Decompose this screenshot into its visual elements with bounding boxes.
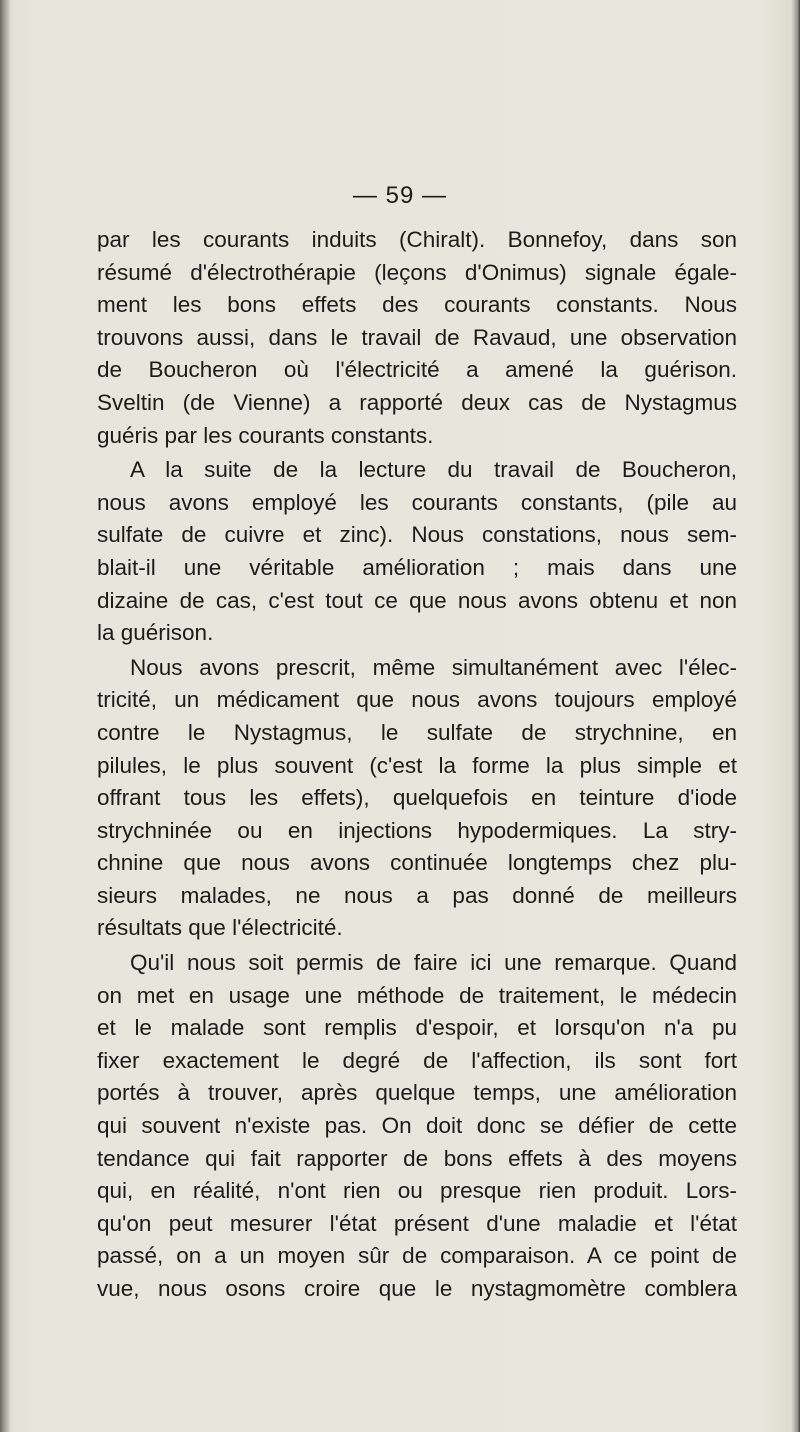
paragraph (97, 454, 737, 650)
text-line: pilules, le plus souvent (c'est la forme la plus simple et (97, 752, 737, 778)
text-line: offrant tous les effets), quelquefois en teinture d'iode (97, 785, 737, 811)
page-binding-shadow (0, 0, 10, 1432)
text-line: portés à trouver, après quelque temps, une amélioration (97, 1080, 737, 1106)
text-line: tendance qui fait rapporter de bons effets à des moyens (97, 1145, 737, 1171)
text-line: qui, en réalité, n'ont rien ou presque rien produit. Lors- (97, 1178, 737, 1204)
text-line: strychninée ou en injections hypodermiques. La stry- (97, 817, 737, 843)
text-line: dizaine de cas, c'est tout ce que nous avons obtenu et non (97, 587, 737, 613)
paragraph (97, 652, 737, 945)
text-line: nous avons employé les courants constants, (pile au (97, 489, 737, 515)
text-line: Qu'il nous soit permis de faire ici une remarque. Quand (130, 950, 737, 976)
text-line: sulfate de cuivre et zinc). Nous constations, nous sem- (97, 522, 737, 548)
text-line: de Boucheron où l'électricité a amené la guérison. (97, 357, 737, 383)
text-line: A la suite de la lecture du travail de Boucheron, (130, 457, 737, 483)
text-line: on met en usage une méthode de traitement, le médecin (97, 982, 737, 1008)
text-line: Nous avons prescrit, même simultanément avec l'élec- (130, 654, 737, 680)
text-line: qu'on peut mesurer l'état présent d'une maladie et l'état (97, 1210, 737, 1236)
text-line: et le malade sont remplis d'espoir, et lorsqu'on n'a pu (97, 1015, 737, 1041)
text-line: résumé d'électrothérapie (leçons d'Onimus) signale égale- (97, 259, 737, 285)
text-line: qui souvent n'existe pas. On doit donc se défier de cette (97, 1113, 737, 1139)
text-line: fixer exactement le degré de l'affection, ils sont fort (97, 1047, 737, 1073)
page-number: — 59 — (352, 182, 448, 209)
text-line: passé, on a un moyen sûr de comparaison. A ce point de (97, 1243, 737, 1269)
text-line: sieurs malades, ne nous a pas donné de meilleurs (97, 882, 737, 908)
paragraph (97, 224, 737, 452)
text-line: Sveltin (de Vienne) a rapporté deux cas de Nystagmus (97, 389, 737, 415)
text-line: blait-il une véritable amélioration ; mais dans une (97, 554, 737, 580)
text-line: chnine que nous avons continuée longtemps chez plu- (97, 850, 737, 876)
text-line: vue, nous osons croire que le nystagmomètre comblera (97, 1276, 737, 1301)
text-line: ment les bons effets des courants constants. Nous (97, 292, 737, 318)
text-line: trouvons aussi, dans le travail de Ravaud, une observation (97, 324, 737, 350)
body-text (97, 224, 737, 1306)
text-line: résultats que l'électricité. (97, 915, 343, 941)
text-line: la guérison. (97, 620, 214, 646)
text-line: par les courants induits (Chiralt). Bonnefoy, dans son (97, 227, 737, 252)
text-line: tricité, un médicament que nous avons toujours employé (97, 687, 737, 713)
text-line: contre le Nystagmus, le sulfate de strychnine, en (97, 719, 737, 745)
paragraph (97, 947, 737, 1306)
text-line: guéris par les courants constants. (97, 422, 434, 448)
page-edge-shadow (792, 0, 800, 1432)
